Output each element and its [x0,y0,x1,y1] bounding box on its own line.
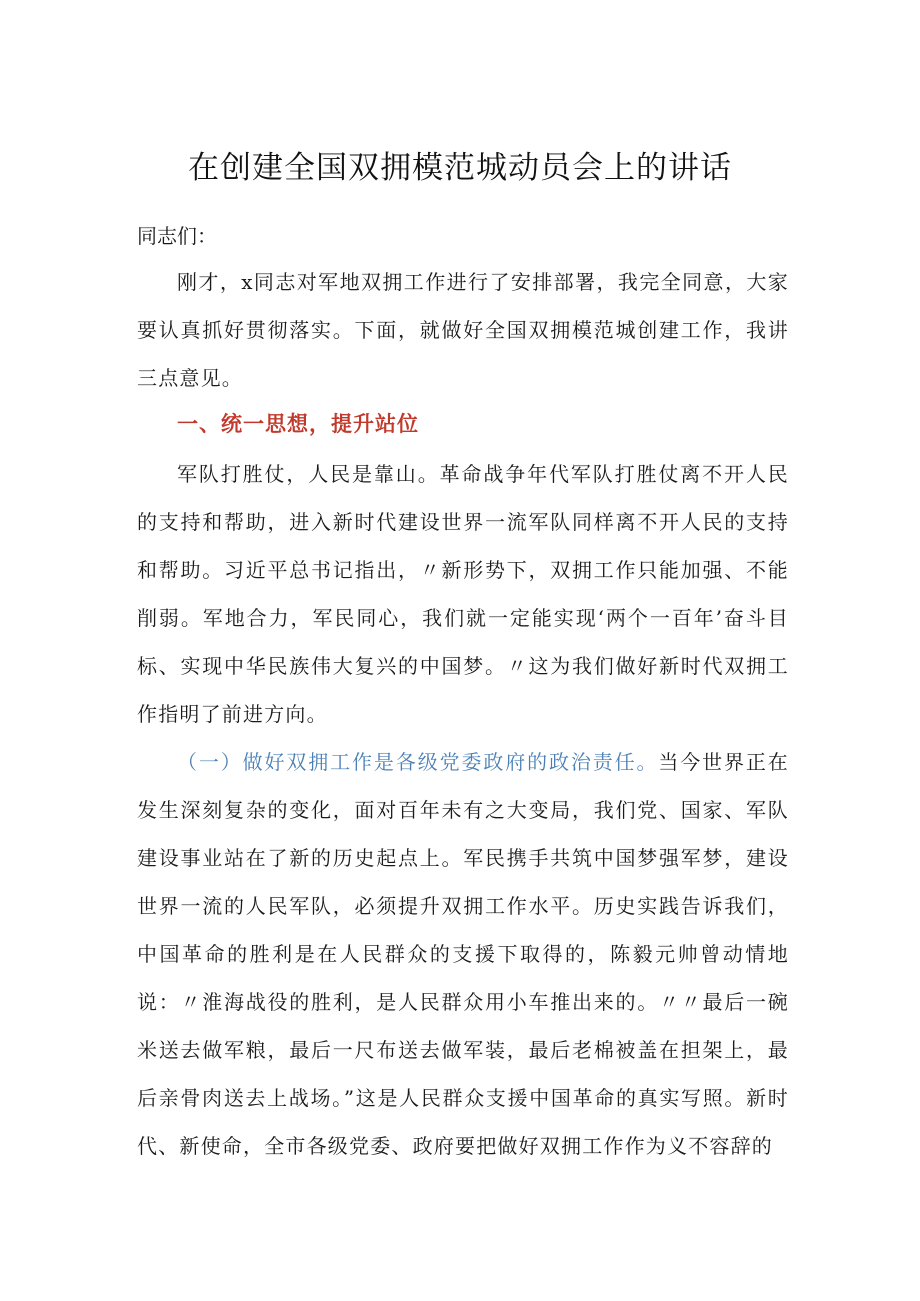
paragraph-section-1: 军队打胜仗，人民是靠山。革命战争年代军队打胜仗离不开人民的支持和帮助，进入新时代建设世界一流军队同样离不开人民的支持和帮助。习近平总书记指出，〃新形势下，双拥工作只能加强、不能削弱。军地合力，军民同心，我们就一定能实现‘两个一百年’奋斗目标、实现中华民族伟大复兴的中国梦。〃这为我们做好新时代双拥工作指明了前进方向。 [137,462,789,726]
section-heading-1: 一、统一思想，提升站位 [177,412,419,436]
salutation: 同志们： [137,224,217,248]
document-title: 在创建全国双拥模范城动员会上的讲话 [188,150,732,186]
paragraph-opening: 刚才，x同志对军地双拥工作进行了安排部署，我完全同意，大家要认真抓好贯彻落实。下面，就做好全国双拥模范城创建工作，我讲三点意见。 [137,270,789,390]
paragraph-subsection-1 [137,738,789,1170]
subheading-1: （一）做好双拥工作是各级党委政府的政治责任。 [177,750,659,774]
subsection-1-body: 当今世界正在发生深刻复杂的变化，面对百年未有之大变局，我们党、国家、军队建设事业站在了新的历史起点上。军民携手共筑中国梦强军梦，建设世界一流的人民军队，必须提升双拥工作水平。历史实践告诉我们，中国革命的胜利是在人民群众的支援下取得的，陈毅元帅曾动情地说：〃淮海战役的胜利，是人民群众用小车推出来的。〃〃最后一碗米送去做军粮，最后一尺布送去做军装，最后老棉被盖在担架上，最后亲骨肉送去上战场。”这是人民群众支援中国革命的真实写照。新时代、新使命，全市各级党委、政府要把做好双拥工作作为义不容辞的 [137,750,789,1158]
